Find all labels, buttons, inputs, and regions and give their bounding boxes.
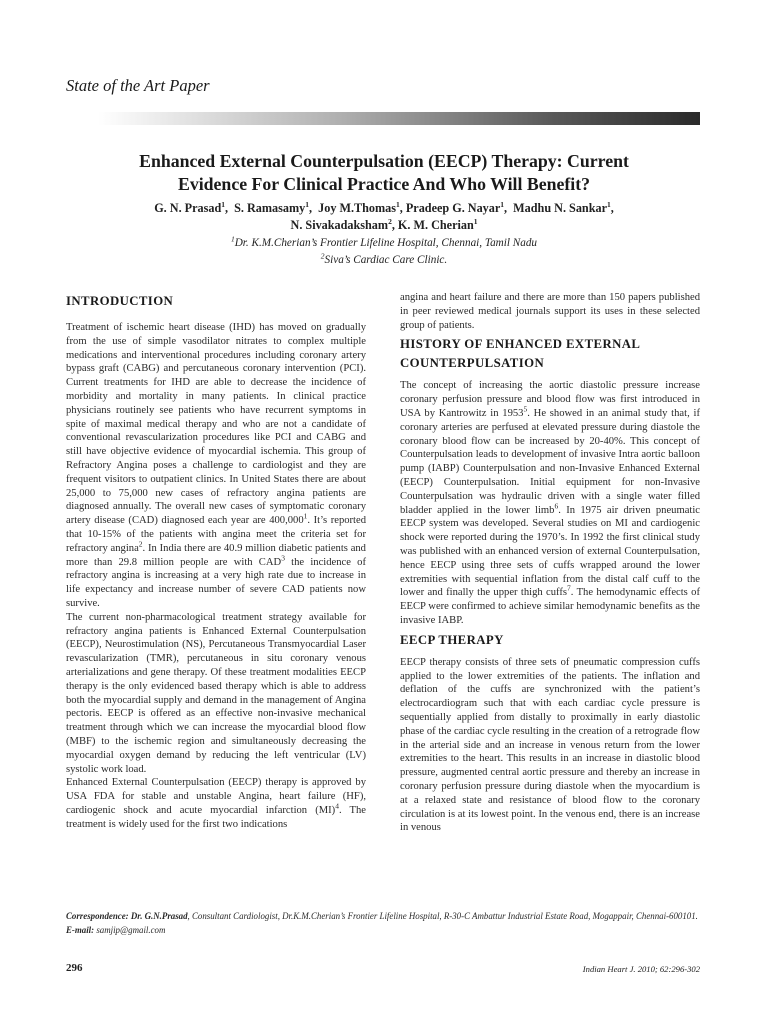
author-line-1: G. N. Prasad$^1$, S. Ramasamy$^1$, Joy M.Thomas$^1$, Pradeep G. Nayar$^1$, Madhu N. Sankar$^1$,	[154, 199, 614, 215]
history-heading: HISTORY OF ENHANCED EXTERNAL COUNTERPULSATION	[400, 337, 640, 371]
citation-mark: 3	[281, 553, 285, 563]
affiliation-2	[66, 252, 702, 269]
header-gradient-bar	[98, 112, 700, 125]
author-name: K. M. Cherian	[397, 218, 474, 232]
correspondence-footnote: Correspondence: Dr. G.N.Prasad, Consultant Cardiologist, Dr.K.M.Cherian’s Frontier Lifeline Hospital, R-30-C Ambattur Industrial Estate Road, Mogappair, Chennai-600101. E-mail: samjip@gmail.com	[66, 911, 698, 935]
left-column	[66, 292, 366, 831]
email-address: samjip@gmail.com	[94, 924, 166, 935]
affiliation-1	[66, 235, 702, 252]
affiliation-number: 1	[230, 234, 235, 244]
author-affiliation-mark: 2	[388, 216, 392, 226]
author-name: N. Sivakadaksham	[290, 218, 389, 232]
introduction-paragraph-3: Enhanced External Counterpulsation (EECP) therapy is approved by USA FDA for stable and unstable Angina, heart failure (HF), cardiogenic shock and acute myocardial infarction (MI)$^4$. The treatment is widely used for the first two indications	[66, 777, 366, 830]
citation-mark: 5	[523, 404, 528, 414]
author-name: Pradeep G. Nayar	[405, 201, 501, 215]
right-column	[400, 291, 700, 835]
continued-paragraph: angina and heart failure and there are more than 150 papers published in peer reviewed medical journals support its uses in these selected group of patients.	[400, 292, 700, 331]
history-paragraph: The concept of increasing the aortic diastolic pressure increase coronary perfusion pressure and blood flow was first introduced in USA by Kantrowitz in 1953$^5$. He showed in an animal study that, if coronary arteries are perfused at elevated pressure during diastole the coronary blood flow can be increased by 20-40%. This concept of Counterpulsation leads to development of invasive Intra aortic balloon pump (IABP) Counterpulsation and non-Invasive Enhanced External (EECP) Counterpulsation. Initial equipment for non-Invasive Counterpulsation was hydraulic driven with a single water filled bladder applied in the lower limb$^6$. In 1975 air driven pneumatic EECP system was developed. Several studies on MI and cardiogenic shock were reported during the 1970’s. In 1992 the first clinical study was published with an enhanced version of external Counterpulsation, hence EECP using three sets of cuffs wrapped around the lower extremities with sequential inflation from the distal calf cuff to the lower and finally the upper thigh cuffs$^7$. The hemodynamic effects of EECP were confirmed to achieve similar hemodynamic benefits as the invasive IABP.	[400, 380, 700, 626]
citation-mark: 1	[303, 511, 308, 521]
author-line-2: N. Sivakadaksham$^2$, K. M. Cherian$^1$	[290, 216, 478, 232]
email-label: E-mail:	[66, 924, 95, 935]
introduction-paragraph-1: Treatment of ischemic heart disease (IHD) has moved on gradually from the use of simple vasodilator nitrates to complex multiple medications and interventional procedures including coronary artery bypass graft (CABG) and percutaneous coronary intervention (PCI). Current treatments for IHD are able to decrease the incidence of morbidity and mortality in many patients. In clinical practice physicians routinely see patients who have recurrent symptoms in spite of maximal medical therapy and who are not a candidate of conventional revascularization procedures like PCI and CABG and still have objective evidence of myocardial ischemia. This group of Refractory Angina poses a challenge to cardiologist and they are frequent visitors to outpatient clinics. In United States there are about 25,000 to 75,000 new cases of refractory angina patients are diagnosed annually. The overall new cases of symptomatic coronary artery disease (CAD) diagnosed each year are 400,000$^1$. It’s reported that 10-15% of the patients with angina meet the criteria set for refractory angina$^2$. In India there are 40.9 million diabetic patients and more than 29.8 million people are with CAD$^3$ the incidence of refractory angina is increasing at a very high rate due to increase in life expectancy and increase number of severe CAD patients now survive.	[66, 322, 367, 609]
affiliation-text: Dr. K.M.Cherian’s Frontier Lifeline Hospital, Chennai, Tamil Nadu	[234, 237, 538, 249]
citation-mark: 2	[138, 539, 143, 549]
affiliation-text: Siva’s Cardiac Care Clinic.	[324, 254, 448, 266]
author-name: Joy M.Thomas	[318, 201, 396, 215]
author-name: S. Ramasamy	[234, 201, 306, 215]
author-list	[66, 200, 702, 234]
eecp-therapy-paragraph: EECP therapy consists of three sets of pneumatic compression cuffs applied to the lower extremities of the patients. The inflation and deflation of the cuffs are synchronized with the patient’s electrocardiogram such that with each cardiac cycle pressure is sequentially applied from distally to proximally in early diastolic phase of the cardiac cycle resulting in the creation of a retrograde flow in the arterial side and an increase in venous return from the lower extremities to the heart. This results in an increase in diastolic blood pressure, augmented central aortic pressure and thereby an increase in coronary perfusion pressure during diastole when the myocardium is at a relaxed state and resistance of blood flow to the coronary circulation is at its lowest point. In the venous end, there is an increase in venous	[400, 656, 700, 834]
author-affiliation-mark: 1	[396, 199, 400, 209]
author-affiliation-mark: 1	[606, 199, 611, 209]
author-affiliation-mark: 1	[305, 199, 309, 209]
affiliations	[66, 235, 702, 269]
eecp-therapy-heading: EECP THERAPY	[400, 632, 504, 647]
introduction-paragraph-2: The current non-pharmacological treatment strategy available for refractory angina patients is Enhanced External Counterpulsation (EECP), Neurostimulation (NS), Percutaneous Transmyocardial Laser revascularization (TMR), percutaneous in situ coronary venous arterializations and gene therapy. Of these treatment modalities EECP therapy is the only evidenced based therapy which is able to address both the myocardial supply and demand in the management of Angina pectoris. EECP is offered as an effective non-invasive mechanical treatment through which we can increase the myocardial blood flow (MBF) to the ischemic region and simultaneously decreasing the myocardial oxygen demand by reducing the left ventricular (LV) systolic work load.	[66, 611, 366, 775]
title-line-2: Evidence For Clinical Practice And Who Will Benefit?	[177, 174, 591, 194]
correspondence-label: Correspondence: Dr. G.N.Prasad	[66, 911, 188, 921]
introduction-heading: INTRODUCTION	[66, 294, 174, 308]
citation-mark: 4	[335, 801, 339, 811]
paper-title	[66, 150, 702, 196]
affiliation-number: 2	[320, 251, 325, 261]
journal-reference: Indian Heart J. 2010; 62:296-302	[582, 964, 700, 974]
citation-mark: 7	[567, 583, 571, 593]
page-number: 296	[66, 962, 83, 974]
citation-mark: 6	[554, 501, 559, 511]
author-affiliation-mark: 1	[473, 216, 478, 226]
author-name: G. N. Prasad	[154, 201, 222, 215]
author-name: Madhu N. Sankar	[513, 201, 607, 215]
section-label: State of the Art Paper	[66, 76, 210, 95]
title-line-1: Enhanced External Counterpulsation (EECP) Therapy: Current	[139, 151, 629, 171]
author-affiliation-mark: 1	[500, 199, 505, 209]
author-affiliation-mark: 1	[221, 199, 225, 209]
